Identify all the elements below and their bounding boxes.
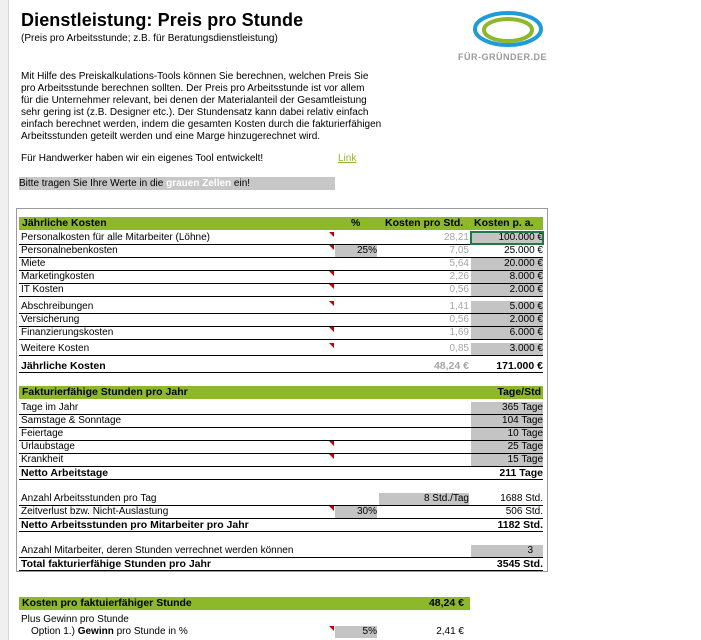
cost-row — [19, 343, 543, 356]
hours-label: Tage im Jahr — [21, 402, 79, 413]
cost-per-hour-value: 48,24 € — [428, 597, 464, 609]
cost-row — [19, 258, 543, 271]
comment-marker-icon — [329, 506, 334, 511]
total-hours-value: 3545 Std. — [496, 558, 543, 570]
profit-option-bold: Gewinn — [77, 626, 114, 637]
employees-value: 3 — [527, 545, 533, 556]
costs-total-per-year: 171.000 € — [496, 360, 543, 372]
net-days-value: 211 Tage — [499, 467, 543, 479]
hours-per-day-input[interactable]: 8 Std./Tag — [379, 493, 469, 505]
craftsman-note: Für Handwerker haben wir ein eigenes Tool entwickelt! — [21, 153, 264, 164]
hours-value-input[interactable]: 104 Tage — [471, 415, 543, 427]
time-loss-value: 506 Std. — [505, 506, 543, 517]
cost-row — [19, 245, 543, 258]
cost-row — [19, 232, 543, 245]
hours-label: Krankheit — [21, 454, 64, 465]
intro-line-1: Mit Hilfe des Preiskalkulations-Tools können Sie berechnen, welchen Preis Sie — [21, 71, 369, 82]
hint-text-emphasis: grauen Zellen — [166, 178, 232, 189]
profit-option-label — [31, 626, 188, 638]
costs-header-per-year: Kosten p. a. — [474, 217, 534, 229]
hours-value-input[interactable]: 365 Tage — [471, 402, 543, 414]
hint-text-before: Bitte tragen Sie Ihre Werte in die — [19, 178, 167, 189]
cost-row — [19, 301, 543, 314]
cost-per-hour: 28,21 — [443, 232, 469, 243]
hours-header-label: Fakturierfähige Stunden pro Jahr — [22, 386, 188, 398]
intro-line-4: sehr gering ist (z.B. Designer etc.). Der Stundensatz kann dabei relativ einfach — [21, 107, 369, 118]
comment-marker-icon — [329, 284, 334, 289]
comment-marker-icon — [329, 343, 334, 348]
net-hours-row — [19, 519, 543, 532]
cost-label: Personalnebenkosten — [21, 245, 118, 256]
employees-row — [19, 545, 543, 558]
costs-header — [19, 217, 543, 230]
net-days-label: Netto Arbeitstage — [21, 467, 109, 479]
profit-option-row — [19, 626, 470, 638]
cost-label: Marketingkosten — [21, 271, 95, 282]
intro-line-2: pro Arbeitsstunde berechnen sollten. Der Preis pro Arbeitsstunde ist vor allem — [21, 83, 365, 94]
cost-label: Personalkosten für alle Mitarbeiter (Löhne) — [21, 232, 210, 243]
cost-per-hour: 0,56 — [449, 284, 469, 295]
costs-total-row — [19, 360, 543, 373]
hours-per-day-label: Anzahl Arbeitsstunden pro Tag — [21, 493, 157, 504]
hours-value-input[interactable]: 25 Tage — [471, 441, 543, 453]
row-header-strip — [0, 0, 9, 640]
comment-marker-icon — [329, 327, 334, 332]
cost-per-hour: 0,85 — [449, 343, 469, 354]
logo-rings-icon — [470, 8, 550, 50]
page-title: Dienstleistung: Preis pro Stunde — [21, 10, 304, 30]
cost-per-hour: 5,64 — [449, 258, 469, 269]
hours-label: Samstage & Sonntage — [21, 415, 122, 426]
time-loss-row — [19, 506, 543, 519]
hours-per-day-value: 1688 Std. — [500, 493, 543, 504]
costs-header-per-hour: Kosten pro Std. — [385, 217, 464, 229]
cost-label: Finanzierungskosten — [21, 327, 114, 338]
cost-per-year-input[interactable]: 6.000 € — [471, 327, 543, 339]
hours-header-unit: Tage/Std — [497, 386, 541, 398]
profit-option-prefix: Option 1.) — [31, 626, 78, 637]
profit-value: 2,41 € — [436, 626, 464, 637]
total-hours-label: Total fakturierfähige Stunden pro Jahr — [21, 558, 211, 570]
net-hours-label: Netto Arbeitsstunden pro Mitarbeiter pro Jahr — [21, 519, 249, 531]
cost-label: Weitere Kosten — [21, 343, 90, 354]
employees-label: Anzahl Mitarbeiter, deren Stunden verrechnet werden können — [21, 545, 294, 556]
cost-row — [19, 271, 543, 284]
cost-per-year-input[interactable]: 2.000 € — [471, 284, 543, 296]
net-hours-value: 1182 Std. — [497, 519, 543, 531]
intro-line-6: Arbeitsstunden geteilt werden und eine Marge hinzugerechnet wird. — [21, 131, 321, 142]
cost-per-hour: 2,26 — [449, 271, 469, 282]
cost-per-hour-bar — [19, 597, 470, 610]
cost-label: Abschreibungen — [21, 301, 94, 312]
cost-row — [19, 327, 543, 340]
hours-header — [19, 386, 543, 399]
comment-marker-icon — [329, 441, 334, 446]
total-hours-row — [19, 558, 543, 571]
net-days-row — [19, 467, 543, 480]
hours-row — [19, 428, 543, 441]
profit-option-suffix: pro Stunde in % — [113, 626, 188, 637]
logo — [470, 8, 550, 50]
comment-marker-icon — [329, 454, 334, 459]
logo-text: FÜR-GRÜNDER.DE — [458, 52, 547, 62]
time-loss-label: Zeitverlust bzw. Nicht-Auslastung — [21, 506, 169, 517]
hours-per-day-row — [19, 493, 543, 506]
hours-row — [19, 402, 543, 415]
hours-row — [19, 454, 543, 467]
cost-per-year-input[interactable]: 8.000 € — [471, 271, 543, 283]
cost-per-hour: 1,41 — [449, 301, 469, 312]
cost-per-hour: 7,05 — [449, 245, 469, 256]
intro-line-5: einfach berechnet werden, indem die gesamten Kosten durch die fakturierfähigen — [21, 119, 382, 130]
intro-line-3: für die Unternehmer relevant, bei denen der Materialanteil der Gesamtleistung — [21, 95, 367, 106]
cost-per-hour: 1,69 — [449, 327, 469, 338]
cost-pct-input[interactable]: 25% — [335, 245, 377, 257]
cost-row — [19, 284, 543, 297]
costs-header-pct: % — [351, 217, 361, 229]
hours-row — [19, 415, 543, 428]
cost-per-year-input[interactable]: 20.000 € — [471, 258, 543, 270]
cost-per-year-input[interactable]: 2.000 € — [471, 314, 543, 326]
comment-marker-icon — [329, 301, 334, 306]
time-loss-input[interactable]: 30% — [335, 506, 377, 518]
hours-label: Feiertage — [21, 428, 64, 439]
cost-label: Miete — [21, 258, 46, 269]
costs-total-label: Jährliche Kosten — [21, 360, 106, 372]
hours-row — [19, 441, 543, 454]
comment-marker-icon — [329, 232, 334, 237]
comment-marker-icon — [329, 245, 334, 250]
profit-label: Plus Gewinn pro Stunde — [21, 614, 129, 625]
cost-row — [19, 314, 543, 327]
comment-marker-icon — [329, 626, 334, 631]
cost-per-hour: 0,56 — [449, 314, 469, 325]
profit-pct-input[interactable]: 5% — [335, 626, 377, 638]
hint-text-after: ein! — [231, 178, 251, 189]
cost-per-year-input[interactable]: 100.000 € — [471, 232, 543, 244]
cost-per-year-input[interactable]: 3.000 € — [471, 343, 543, 355]
cost-per-year-input[interactable]: 5.000 € — [471, 301, 543, 313]
cost-label: Versicherung — [21, 314, 80, 325]
input-hint — [19, 177, 335, 190]
costs-total-per-hour: 48,24 € — [433, 360, 469, 372]
employees-input[interactable] — [471, 545, 543, 557]
hours-value-input[interactable]: 10 Tage — [471, 428, 543, 440]
costs-header-label: Jährliche Kosten — [22, 217, 107, 229]
hours-label: Urlaubstage — [21, 441, 75, 452]
cost-per-hour-label: Kosten pro faktuierfähiger Stunde — [22, 597, 192, 609]
cost-label: IT Kosten — [21, 284, 64, 295]
page-subtitle: (Preis pro Arbeitsstunde; z.B. für Beratungsdienstleistung) — [21, 33, 278, 44]
tool-link[interactable]: Link — [338, 153, 357, 164]
hours-value-input[interactable]: 15 Tage — [471, 454, 543, 466]
cost-per-year: 25.000 € — [504, 245, 543, 256]
comment-marker-icon — [329, 271, 334, 276]
